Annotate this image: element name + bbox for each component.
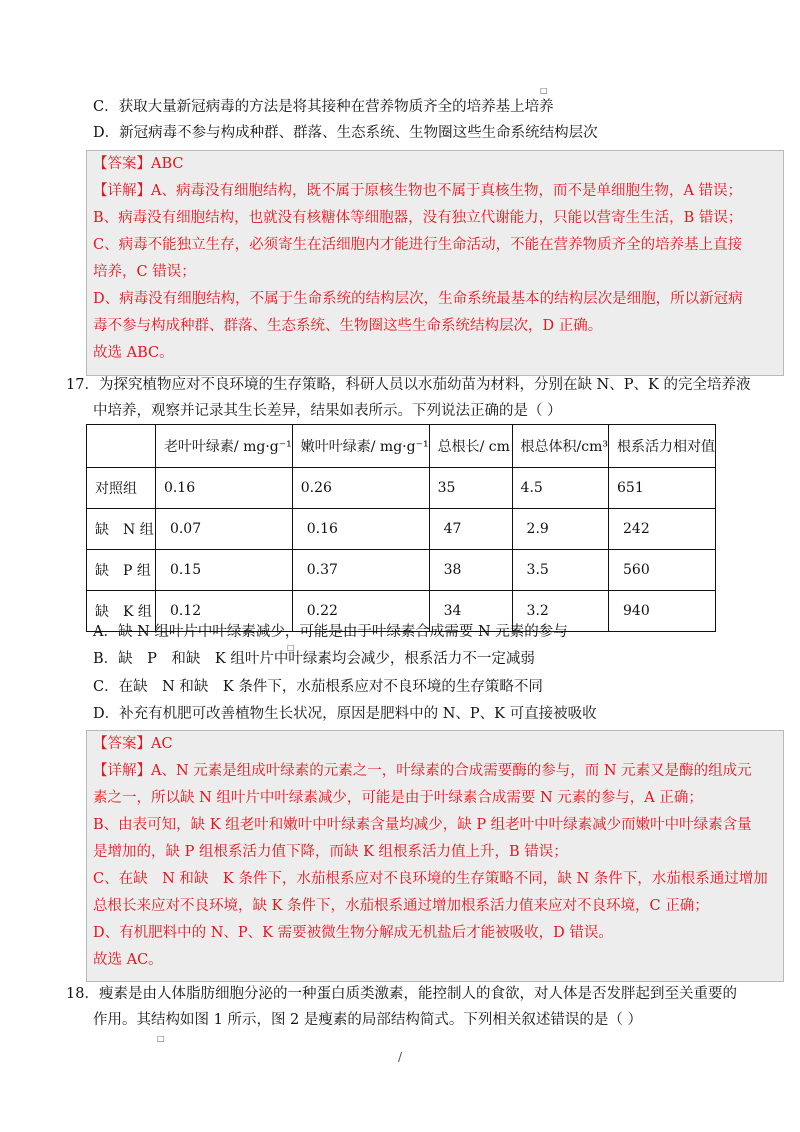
table-cell: 940 bbox=[609, 591, 716, 632]
table-cell: 0.07 bbox=[155, 509, 292, 550]
table-cell: 0.15 bbox=[155, 550, 292, 591]
q16-answer-box bbox=[86, 150, 784, 376]
anchor-marker: □ bbox=[540, 86, 548, 95]
table-cell: 47 bbox=[429, 509, 512, 550]
answer-line: 【答案】ABC bbox=[93, 156, 184, 172]
answer-line: 素之一，所以缺 N 组叶片中叶绿素减少，可能是由于叶绿素合成需要 N 元素的参与，A 正确； bbox=[93, 790, 703, 806]
anchor-marker: □ bbox=[287, 643, 295, 652]
answer-line: 【详解】A、N 元素是组成叶绿素的元素之一，叶绿素的合成需要酶的参与，而 N 元素又是酶的组成元 bbox=[93, 763, 752, 779]
answer-line: B、病毒没有细胞结构，也就没有核糖体等细胞器，没有独立代谢能力，只能以营寄生生活，B 错误； bbox=[93, 210, 743, 226]
answer-line: 【答案】AC bbox=[93, 736, 173, 752]
answer-line: 故选 AC。 bbox=[93, 952, 163, 968]
table-cell: 0.12 bbox=[155, 591, 292, 632]
table-cell: 2.9 bbox=[512, 509, 608, 550]
table-cell: 3.5 bbox=[512, 550, 608, 591]
table-cell: 0.37 bbox=[292, 550, 429, 591]
q17-stem: 17．为探究植物应对不良环境的生存策略，科研人员以水茄幼苗为材料，分别在缺 N、P、K 的完全培养液 bbox=[66, 377, 751, 393]
table-header-cell: 总根长/ cm bbox=[429, 425, 512, 468]
answer-line: D、有机肥料中的 N、P、K 需要被微生物分解成无机盐后才能被吸收，D 错误。 bbox=[93, 925, 613, 941]
table-cell: 缺 P 组 bbox=[87, 550, 156, 591]
answer-line: 是增加的，缺 P 组根系活力值下降，而缺 K 组根系活力值上升，B 错误； bbox=[93, 844, 568, 860]
page-number: / bbox=[398, 1050, 403, 1064]
table-cell: 0.16 bbox=[155, 468, 292, 509]
table-cell: 651 bbox=[609, 468, 716, 509]
table-cell: 4.5 bbox=[512, 468, 608, 509]
table-cell: 缺 N 组 bbox=[87, 509, 156, 550]
answer-line: 培养，C 错误； bbox=[93, 264, 196, 280]
table-cell: 242 bbox=[609, 509, 716, 550]
q17-option-d: D．补充有机肥可改善植物生长状况，原因是肥料中的 N、P、K 可直接被吸收 bbox=[93, 706, 597, 722]
table-header-row bbox=[87, 425, 716, 468]
table-cell: 0.22 bbox=[292, 591, 429, 632]
table-cell: 缺 K 组 bbox=[87, 591, 156, 632]
table-header-cell bbox=[87, 425, 156, 468]
q17-stem: 中培养，观察并记录其生长差异，结果如表所示。下列说法正确的是（ ） bbox=[93, 403, 562, 419]
answer-line: 总根长来应对不良环境，缺 K 条件下，水茄根系通过增加根系活力值来应对不良环境，C 正确； bbox=[93, 898, 709, 914]
table-cell: 0.16 bbox=[292, 509, 429, 550]
q17-option-a: A．缺 N 组叶片中叶绿素减少，可能是由于叶绿素合成需要 N 元素的参与 bbox=[93, 624, 568, 640]
q18-stem: 作用。其结构如图 1 所示，图 2 是瘦素的局部结构简式。下列相关叙述错误的是（ ） bbox=[93, 1012, 642, 1028]
table-header-cell: 嫩叶叶绿素/ mg·g⁻¹ bbox=[292, 425, 429, 468]
table-header-cell: 根总体积/cm³ bbox=[512, 425, 608, 468]
q16-option-d: D．新冠病毒不参与构成种群、群落、生态系统、生物圈这些生命系统结构层次 bbox=[93, 125, 598, 141]
q17-data-table bbox=[86, 424, 716, 632]
table-header-cell: 老叶叶绿素/ mg·g⁻¹ bbox=[155, 425, 292, 468]
table-cell: 对照组 bbox=[87, 468, 156, 509]
table-row bbox=[87, 509, 716, 550]
q17-option-b: B．缺 P 和缺 K 组叶片中叶绿素均会减少，根系活力不一定减弱 bbox=[93, 651, 535, 667]
answer-line: 毒不参与构成种群、群落、生态系统、生物圈这些生命系统结构层次，D 正确。 bbox=[93, 318, 603, 334]
table-cell: 38 bbox=[429, 550, 512, 591]
answer-line: 【详解】A、病毒没有细胞结构，既不属于原核生物也不属于真核生物，而不是单细胞生物，A 错误； bbox=[93, 183, 743, 199]
table-cell: 3.2 bbox=[512, 591, 608, 632]
q17-answer-box bbox=[86, 730, 784, 982]
answer-line: C、病毒不能独立生存，必须寄生在活细胞内才能进行生命活动，不能在营养物质齐全的培养基上直接 bbox=[93, 237, 743, 253]
table-header-cell: 根系活力相对值 bbox=[609, 425, 716, 468]
table-row bbox=[87, 550, 716, 591]
q17-option-c: C．在缺 N 和缺 K 条件下，水茄根系应对不良环境的生存策略不同 bbox=[93, 679, 543, 695]
table-cell: 560 bbox=[609, 550, 716, 591]
answer-line: D、病毒没有细胞结构，不属于生命系统的结构层次，生命系统最基本的结构层次是细胞，所以新冠病 bbox=[93, 291, 743, 307]
table-cell: 0.26 bbox=[292, 468, 429, 509]
answer-line: C、在缺 N 和缺 K 条件下，水茄根系应对不良环境的生存策略不同，缺 N 条件下，水茄根系通过增加 bbox=[93, 871, 768, 887]
answer-line: 故选 ABC。 bbox=[93, 345, 174, 361]
answer-line: B、由表可知，缺 K 组老叶和嫩叶中叶绿素含量均减少，缺 P 组老叶中叶绿素减少而嫩叶中叶绿素含量 bbox=[93, 817, 752, 833]
q18-stem: 18．瘦素是由人体脂肪细胞分泌的一种蛋白质类激素，能控制人的食欲，对人体是否发胖起到至关重要的 bbox=[66, 986, 737, 1002]
q16-option-c: C．获取大量新冠病毒的方法是将其接种在营养物质齐全的培养基上培养 bbox=[93, 99, 554, 115]
table-cell: 34 bbox=[429, 591, 512, 632]
table-cell: 35 bbox=[429, 468, 512, 509]
table-row bbox=[87, 468, 716, 509]
anchor-marker: □ bbox=[157, 1034, 165, 1043]
